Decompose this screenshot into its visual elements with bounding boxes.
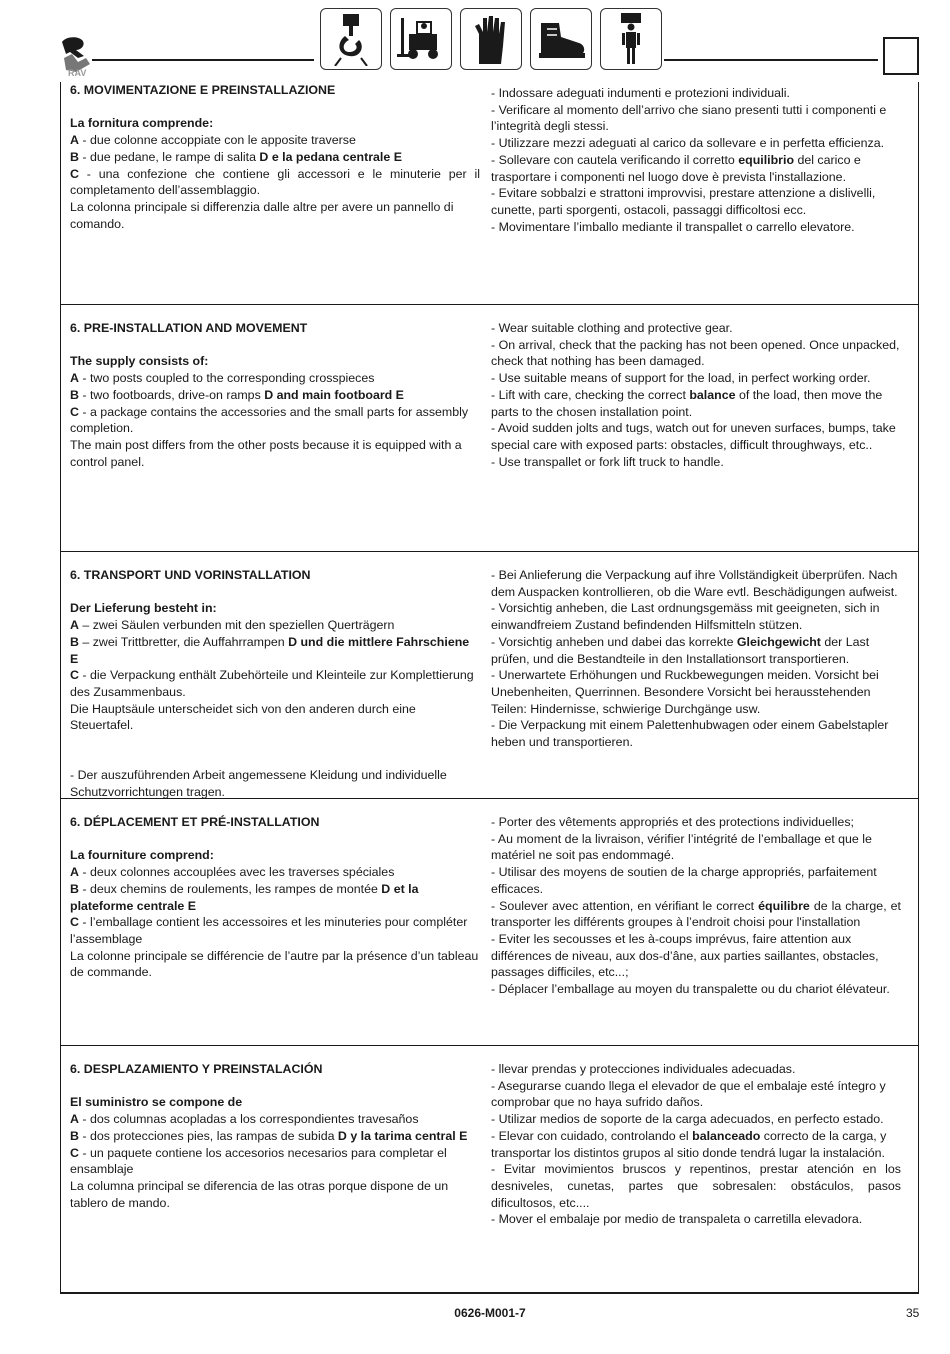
section-de-item-a: A – zwei Säulen verbunden mit den speziellen Querträgern <box>70 618 395 633</box>
section-es <box>61 1046 918 1294</box>
section-de-left <box>70 567 480 801</box>
section-fr-instr-1: - Porter des vêtements appropriés et des protections individuelles; <box>491 815 854 829</box>
section-en-instr-1: - Wear suitable clothing and protective gear. <box>491 321 733 335</box>
svg-text:RAV: RAV <box>68 68 87 78</box>
section-en-right <box>491 320 901 470</box>
person-load-icon <box>600 8 662 70</box>
section-it-title: 6. MOVIMENTAZIONE E PREINSTALLAZIONE <box>70 83 336 97</box>
section-de-instr-4: - Unerwartete Erhöhungen und Ruckbewegungen meiden. Vorsicht bei Unebenheiten, Querrinnen. Besondere Vorsicht bei herausstehenden Teilen: Hindernisse, schwierige Durchgänge usw. <box>491 668 879 716</box>
section-fr <box>61 799 918 1046</box>
section-en-instr-4: - Lift with care, checking the correct balance of the load, then move the parts to the chosen installation point. <box>491 387 883 419</box>
content-frame <box>60 82 919 1294</box>
header-rule-right <box>664 59 878 61</box>
section-fr-item-c: C - l’emballage contient les accessoires et les minuteries pour compléter l’assemblage <box>70 915 468 946</box>
section-de-right <box>491 567 901 751</box>
section-fr-note: La colonne principale se différencie de l’autre par la présence d’un tableau de commande. <box>70 948 479 980</box>
section-es-item-a: A - dos columnas acopladas a los correspondientes travesaños <box>70 1112 419 1127</box>
section-en-supply-title: The supply consists of: <box>70 354 209 369</box>
safety-shoe-icon <box>530 8 592 70</box>
section-it-instr-5: - Evitare sobbalzi e strattoni improvvisi, prestare attenzione a dislivelli, cunette, parti sporgenti, ostacoli, passaggi difficoltosi ecc. <box>491 186 876 217</box>
glove-icon <box>460 8 522 70</box>
section-de <box>61 552 918 799</box>
section-es-instr-5: - Evitar movimientos bruscos y repentinos, prestar atención en los desniveles, cunetas, partes que sobresalen: obstáculos, pasos dificultosos, etc.... <box>491 1162 901 1210</box>
section-de-extra: - Der auszuführenden Arbeit angemessene Kleidung und individuelle Schutzvorrichtungen tragen. <box>70 768 447 800</box>
section-de-instr-5: - Die Verpackung mit einem Palettenhubwagen oder einem Gabelstapler heben und transportieren. <box>491 718 889 750</box>
section-de-instr-2: - Vorsichtig anheben, die Last ordnungsgemäss mit geeigneten, sich in einwandfreiem Zustand befindenden Hilfsmitteln stützen. <box>491 601 880 633</box>
section-it-instr-2: - Verificare al momento dell’arrivo che siano presenti tutti i componenti e l’integrità degli stessi. <box>491 102 887 134</box>
section-fr-instr-3: - Utilisar des moyens de soutien de la charge appropriés, parfaitement efficaces. <box>491 865 877 896</box>
section-de-item-c: C - die Verpackung enthält Zubehörteile und Kleinteile zur Komplettierung des Zusammenbaus. <box>70 668 474 699</box>
section-it-instr-6: - Movimentare l’imballo mediante il transpallet o carrello elevatore. <box>491 219 855 234</box>
section-it-instr-1: - Indossare adeguati indumenti e protezioni individuali. <box>491 86 790 100</box>
section-it-item-c: C - una confezione che contiene gli accessori e le minuterie per il completamento dell’assemblaggio. <box>70 166 480 198</box>
crane-hook-icon <box>320 8 382 70</box>
section-fr-instr-4: - Soulever avec attention, en vérifiant le correct équilibre de la charge, et transporter les différents groupes à l’endroit choisi pour l'installation <box>491 898 902 930</box>
section-en-instr-2: - On arrival, check that the packing has not been opened. Once unpacked, check that nothing has been damaged. <box>491 337 900 369</box>
section-it-supply-title: La fornitura comprende: <box>70 116 214 131</box>
section-es-item-c: C - un paquete contiene los accesorios necesarios para completar el ensamblaje <box>70 1145 447 1177</box>
section-it-left <box>70 82 480 232</box>
section-fr-right <box>491 814 901 998</box>
brand-logo-icon <box>56 34 96 78</box>
section-es-instr-1: - llevar prendas y protecciones individuales adecuadas. <box>491 1062 796 1076</box>
section-en <box>61 305 918 552</box>
section-es-instr-3: - Utilizar medios de soporte de la carga adecuados, en perfecto estado. <box>491 1112 884 1127</box>
section-fr-instr-6: - Déplacer l’emballage au moyen du transpalette ou du chariot élévateur. <box>491 982 890 997</box>
section-en-item-c: C - a package contains the accessories and the small parts for assembly completion. <box>70 404 469 436</box>
header-rule-left <box>92 59 314 61</box>
section-fr-item-a: A - deux colonnes accouplées avec les traverses spéciales <box>70 865 395 880</box>
section-en-instr-3: - Use suitable means of support for the load, in perfect working order. <box>491 371 871 386</box>
section-es-title: 6. DESPLAZAMIENTO Y PREINSTALACIÓN <box>70 1062 323 1076</box>
section-it-right <box>491 85 901 235</box>
section-de-instr-1: - Bei Anlieferung die Verpackung auf ihre Vollständigkeit überprüfen. Nach dem Auspacken kontrollieren, ob die Ware evtl. Beschädigungen aufweist. <box>491 568 898 599</box>
section-it-instr-4: - Sollevare con cautela verificando il corretto equilibrio del carico e trasportare i componenti nel luogo dove è prevista l'installazione. <box>491 152 861 184</box>
section-de-title: 6. TRANSPORT UND VORINSTALLATION <box>70 568 311 582</box>
section-es-supply-title: El suministro se compone de <box>70 1095 243 1110</box>
section-it <box>61 82 918 305</box>
section-en-note: The main post differs from the other posts because it is equipped with a control panel. <box>70 437 462 469</box>
section-es-instr-2: - Asegurarse cuando llega el elevador de que el embalaje esté íntegro y comprobar que no haya sufrido daños. <box>491 1078 886 1110</box>
section-fr-left <box>70 814 480 981</box>
section-fr-instr-5: - Eviter les secousses et les à-coups imprévus, faire attention aux différences de niveau, aux dos-d’âne, aux parties saillantes, obstacles, passages difficiles, etc...; <box>491 931 879 980</box>
section-es-instr-6: - Mover el embalaje por medio de transpaleta o carretilla elevadora. <box>491 1212 863 1227</box>
section-en-item-a: A - two posts coupled to the corresponding crosspieces <box>70 371 375 386</box>
section-de-supply-title: Der Lieferung besteht in: <box>70 601 217 616</box>
section-es-right <box>491 1061 901 1228</box>
safety-icons <box>320 8 662 70</box>
document-code: 0626-M001-7 <box>454 1306 526 1320</box>
section-de-item-b: B – zwei Trittbretter, die Auffahrrampen D und die mittlere Fahrschiene E <box>70 634 470 666</box>
section-it-item-a: A - due colonne accoppiate con le apposite traverse <box>70 133 356 148</box>
section-en-item-b: B - two footboards, drive-on ramps D and main footboard E <box>70 387 404 402</box>
section-es-note: La columna principal se diferencia de las otras porque dispone de un tablero de mando. <box>70 1178 449 1210</box>
section-en-title: 6. PRE-INSTALLATION AND MOVEMENT <box>70 321 308 335</box>
section-es-instr-4: - Elevar con cuidado, controlando el balanceado correcto de la carga, y transportar los distintos grupos al sitio donde tendrá lugar la instalación. <box>491 1128 887 1160</box>
forklift-icon <box>390 8 452 70</box>
section-de-instr-3: - Vorsichtig anheben und dabei das korrekte Gleichgewicht der Last prüfen, und die Bestandteile in den Installationsort transportieren. <box>491 634 870 666</box>
section-fr-title: 6. DÉPLACEMENT ET PRÉ-INSTALLATION <box>70 815 320 829</box>
section-it-item-b: B - due pedane, le rampe di salita D e la pedana centrale E <box>70 149 402 164</box>
section-de-note: Die Hauptsäule unterscheidet sich von den anderen durch eine Steuertafel. <box>70 701 416 733</box>
section-en-left <box>70 320 480 470</box>
section-fr-supply-title: La fourniture comprend: <box>70 848 214 863</box>
section-en-instr-6: - Use transpallet or fork lift truck to handle. <box>491 454 724 469</box>
page-marker-box <box>883 37 919 75</box>
section-en-instr-5: - Avoid sudden jolts and tugs, watch out for uneven surfaces, bumps, take special care with exposed parts: obstacles, difficult throughways, etc.. <box>491 421 896 452</box>
section-it-note: La colonna principale si differenzia dalle altre per avere un pannello di comando. <box>70 199 454 231</box>
section-es-left <box>70 1061 480 1211</box>
section-it-instr-3: - Utilizzare mezzi adeguati al carico da sollevare e in perfetta efficienza. <box>491 136 885 151</box>
section-fr-instr-2: - Au moment de la livraison, vérifier l’intégrité de l’emballage et que le matériel ne soit pas endommagé. <box>491 831 872 863</box>
page-number: 35 <box>906 1306 920 1320</box>
section-fr-item-b: B - deux chemins de roulements, les rampes de montée D et la plateforme centrale E <box>70 881 419 913</box>
section-es-item-b: B - dos protecciones pies, las rampas de subida D y la tarima central E <box>70 1128 468 1143</box>
page-header <box>0 0 950 82</box>
